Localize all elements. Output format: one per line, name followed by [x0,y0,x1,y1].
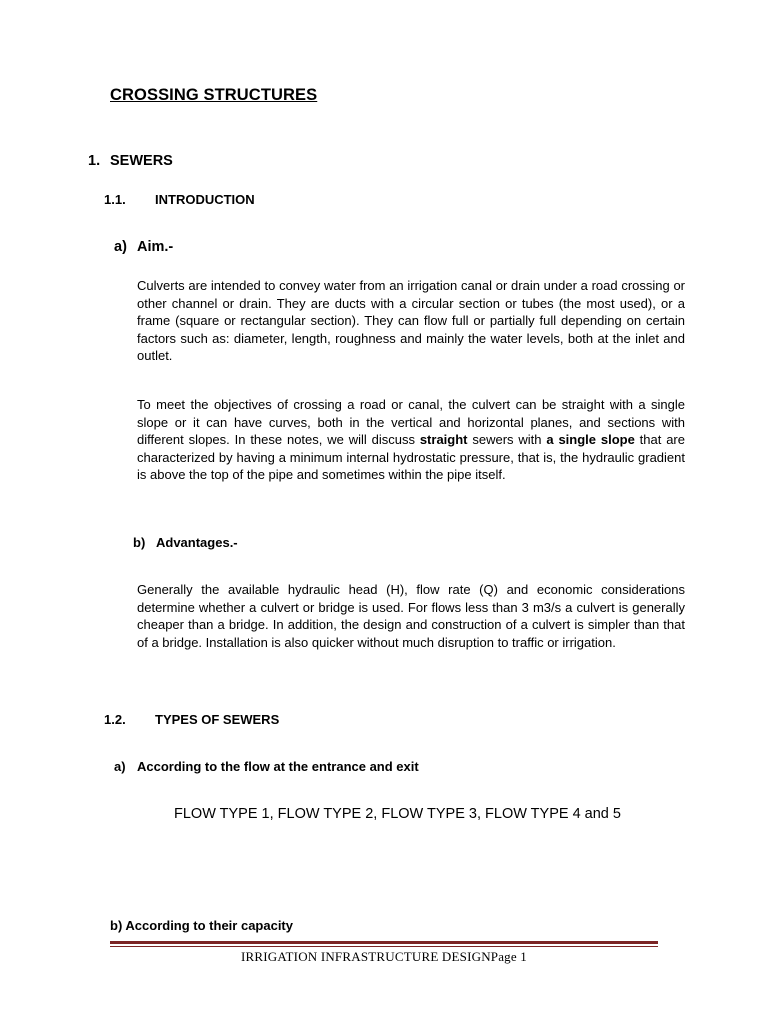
subsection-number: 1.2. [104,712,126,727]
emphasis-single-slope: a single slope [546,432,635,448]
subsection-label: TYPES OF SEWERS [155,712,280,727]
subsection-heading-types-of-sewers [104,712,279,727]
item-heading-by-flow [114,759,419,774]
item-label: Advantages.- [156,535,238,550]
section-label: SEWERS [110,153,173,169]
document-title: CROSSING STRUCTURES [110,86,318,104]
footer-rule [110,941,658,944]
subsection-heading-introduction [104,192,255,207]
subsection-label: INTRODUCTION [155,192,255,207]
aim-paragraph-2-text-a: To meet the objectives of crossing a road or canal, the culvert can be straight with a single slope or it can have curves, both in the vertical and horizontal planes, and sections with different slopes. In these notes, we will discuss [137,397,685,448]
item-heading-advantages [133,535,238,550]
item-number: a) [114,239,127,255]
advantages-paragraph: Generally the available hydraulic head (H), flow rate (Q) and economic considerations determine whether a culvert or bridge is used. For flows less than 3 m3/s a culvert is generally cheaper than a bridge. In addition, the design and construction of a culvert is simpler than that of a bridge. Installation is also quicker without much disruption to traffic or irrigation. [137,582,685,650]
flow-types-list: FLOW TYPE 1, FLOW TYPE 2, FLOW TYPE 3, FLOW TYPE 4 and 5 [174,806,621,822]
aim-paragraph-2 [137,396,685,484]
item-label: Aim.- [137,239,174,255]
aim-paragraph-2-text-b: sewers with [467,432,547,448]
item-number: b) [133,535,146,550]
emphasis-straight: straight [419,432,468,448]
item-heading-aim [114,239,173,255]
item-label: According to the flow at the entrance and exit [137,759,419,774]
aim-paragraph-1: Culverts are intended to convey water from an irrigation canal or drain under a road crossing or other channel or drain. They are ducts with a circular section or tubes (the most used), or a frame (square or rectangular section). They can flow full or partially full depending on certain factors such as: diameter, length, roughness and mainly the water levels, both at the inlet and outlet. [137,278,685,364]
section-heading-sewers [88,153,173,169]
section-number: 1. [88,153,101,169]
page-footer: IRRIGATION INFRASTRUCTURE DESIGNPage 1 [240,949,527,964]
subsection-number: 1.1. [104,192,126,207]
item-heading-by-capacity: b) According to their capacity [110,918,293,933]
aim-paragraph-2-text-c: that are characterized by having a minimum internal hydrostatic pressure, that is, the hydraulic gradient is above the top of the pipe and sometimes within the pipe itself. [137,432,685,483]
footer-rule-thin [110,946,658,947]
item-number: a) [114,759,126,774]
